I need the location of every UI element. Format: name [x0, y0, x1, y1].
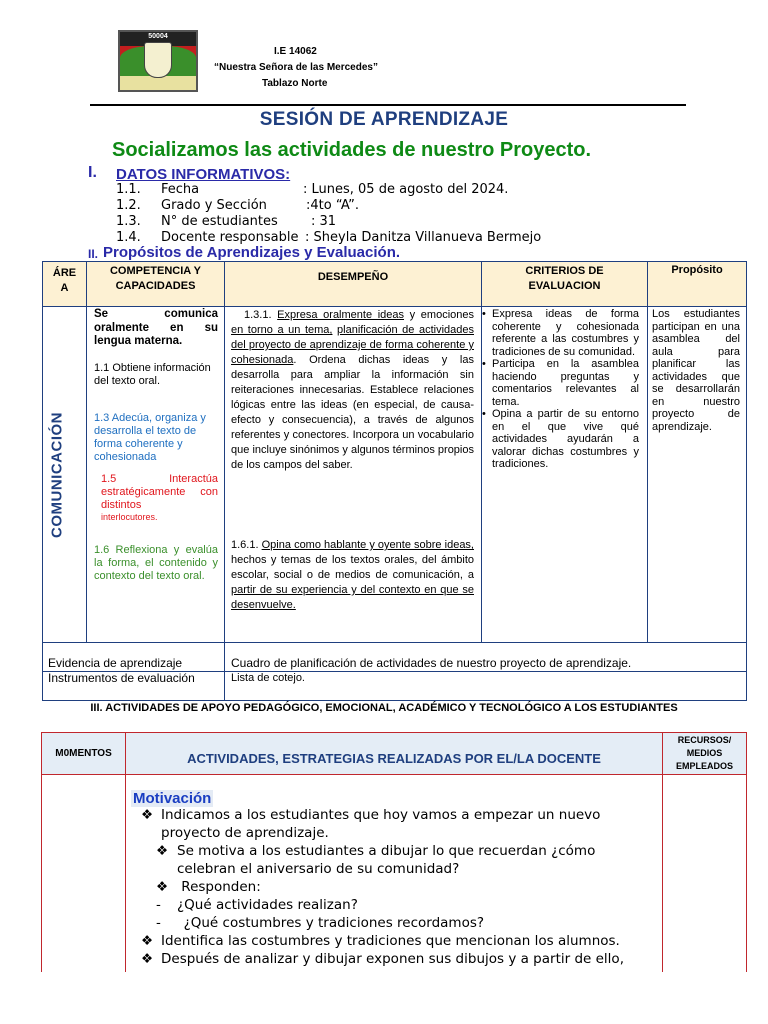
capacidad-1-5-interlocutores: interlocutores. [101, 512, 158, 522]
desempeno-1-3-1-u3: planificación de actividades del proyecto de aprendizaje de forma coherente y cohesionada [231, 324, 474, 366]
desempeno-1-3-1-t1: y emociones [404, 309, 474, 321]
motivacion-heading: Motivación [133, 790, 212, 807]
th-actividades-label: ACTIVIDADES, ESTRATEGIAS REALIZADAS POR EL/LA DOCENTE [187, 751, 601, 766]
page-title: SESIÓN DE APRENDIZAJE [259, 109, 509, 130]
criterio-item: • Opina a partir de su entorno en el que vive qué actividades ayudarán a valorar dichas costumbres y tradiciones. [483, 408, 639, 471]
th-momentos [41, 732, 126, 775]
shield-icon [144, 42, 172, 78]
info-label-2: Grado y Sección [161, 198, 267, 213]
activity-line: celebran el aniversario de su comunidad? [177, 861, 460, 877]
activity-line: Identifica las costumbres y tradiciones que mencionan los alumnos. [161, 933, 620, 949]
info-num-1: 1.1. [116, 182, 141, 197]
section-1-number: I. [88, 164, 97, 181]
th-proposito [647, 261, 747, 307]
th-proposito-label: Propósito [671, 264, 723, 276]
desempeno-1-6-1 [231, 538, 474, 613]
th-recursos-label: RECURSOS/ MEDIOS EMPLEADOS [675, 735, 733, 771]
header-divider [90, 104, 686, 106]
school-location: Tablazo Norte [262, 78, 328, 89]
dash-icon: - [156, 915, 161, 931]
info-value-2: :4to “A”. [306, 198, 360, 213]
section-2-number: II. [88, 247, 99, 261]
info-label-4: Docente responsable [161, 230, 299, 245]
evidencia-value: Cuadro de planificación de actividades de nuestro proyecto de aprendizaje. [231, 656, 632, 670]
th-recursos [662, 732, 747, 775]
capacidad-1-6: 1.6 Reflexiona y evalúa la forma, el contenido y contexto del texto oral. [94, 544, 218, 582]
info-num-2: 1.2. [116, 198, 141, 213]
info-value-3: : 31 [311, 214, 337, 229]
info-num-4: 1.4. [116, 230, 141, 245]
section-3-heading: III. ACTIVIDADES DE APOYO PEDAGÓGICO, EMOCIONAL, ACADÉMICO Y TECNOLÓGICO A LOS ESTUDIANTES [90, 702, 678, 714]
th-desempeno [224, 261, 482, 307]
th-criterios-label: CRITERIOS DE EVALUACION [525, 265, 604, 292]
bullet-icon: ❖ [141, 933, 154, 949]
capacidad-1-1-text: 1.1 Obtiene información del texto oral. [94, 362, 211, 387]
th-competencia-label: COMPETENCIA Y CAPACIDADES [109, 265, 202, 292]
capacidad-1-3: 1.3 Adecúa, organiza y desarrolla el texto de forma coherente y cohesionada [94, 412, 206, 463]
proposito-text: Los estudiantes participan en una asamblea del aula para planificar las actividades que se desarrollarán en nuestro proyecto de aprendizaje. [652, 308, 740, 433]
instrumentos-label: Instrumentos de evaluación [48, 671, 195, 685]
desempeno-1-6-1-u2: partir de su experiencia y del contexto en que se desenvuelve. [231, 584, 474, 611]
bullet-icon: ❖ [141, 951, 154, 967]
school-name: “Nuestra Señora de las Mercedes” [214, 62, 378, 73]
info-value-4: : Sheyla Danitza Villanueva Bermejo [305, 230, 542, 245]
activity-line: ¿Qué costumbres y tradiciones recordamos? [175, 915, 485, 931]
capacidad-1-5: 1.5 Interactúa estratégicamente con distintos [101, 473, 218, 511]
section-2-heading: Propósitos de Aprendizajes y Evaluación. [103, 244, 401, 261]
school-logo [118, 30, 198, 92]
criterio-item: • Expresa ideas de forma coherente y cohesionada referente a las costumbres y tradiciones de su comunidad. [483, 308, 639, 358]
recursos-cell [662, 774, 747, 972]
desempeno-1-6-1-u1: Opina como hablante y oyente sobre ideas, [261, 539, 474, 551]
info-value-1: : Lunes, 05 de agosto del 2024. [303, 182, 509, 197]
bullet-icon: ❖ [156, 843, 169, 859]
competencia-title: Se comunica oralmente en su lengua materna. [94, 308, 218, 347]
criterio-item: • Participa en la asamblea haciendo preguntas y comentarios relevantes al tema. [483, 358, 639, 408]
desempeno-1-3-1-u1: Expresa oralmente ideas [277, 309, 405, 321]
th-momentos-label: M0MENTOS [55, 748, 112, 759]
section-1-heading: DATOS INFORMATIVOS: [116, 166, 291, 183]
dash-icon: - [156, 897, 161, 913]
instrumentos-value: Lista de cotejo. [231, 672, 305, 684]
desempeno-1-6-1-t1: hechos y temas de los textos orales, del ámbito escolar, social o de medios de comunicación, a [231, 554, 474, 581]
activity-line: proyecto de aprendizaje. [161, 825, 329, 841]
desempeno-1-3-1-u2: en torno a un tema, [231, 324, 333, 336]
th-area [42, 261, 87, 307]
th-criterios [481, 261, 648, 307]
desempeno-1-3-1 [231, 308, 474, 473]
activity-line: Indicamos a los estudiantes que hoy vamos a empezar un nuevo [161, 807, 601, 823]
bullet-icon: ❖ [141, 807, 154, 823]
activity-line: Se motiva a los estudiantes a dibujar lo que recuerdan ¿cómo [177, 843, 596, 859]
area-name: COMUNICACIÓN [48, 412, 66, 538]
th-actividades [125, 732, 663, 775]
th-desempeno-label: DESEMPEÑO [317, 271, 389, 283]
desempeno-1-3-1-t3: . Ordena dichas ideas y las desarrolla para ampliar la información sin reiteraciones innecesarias. Establece relaciones lógicas entre las ideas (en especial, de causa-efecto y consecuencia), a través de algunos referentes y conectores. Incorpora un vocabulario que incluye sinónimos y algunos términos propios de los campos del saber. [231, 354, 474, 471]
logo-text: 50004 [148, 33, 168, 40]
th-competencia [86, 261, 225, 307]
info-label-3: N° de estudiantes [161, 214, 278, 229]
capacidad-1-1 [94, 362, 218, 388]
criterios-list [483, 308, 639, 471]
th-area-label: ÁRE A [52, 267, 77, 294]
desempeno-1-6-1-num: 1.6.1. [231, 539, 259, 551]
info-num-3: 1.3. [116, 214, 141, 229]
activity-line: ¿Qué actividades realizan? [177, 897, 358, 913]
activity-line: Después de analizar y dibujar exponen sus dibujos y a partir de ello, [161, 951, 624, 967]
evidencia-label: Evidencia de aprendizaje [48, 656, 183, 670]
bullet-icon: ❖ [156, 879, 169, 895]
activity-line: Responden: [177, 879, 261, 895]
school-code: I.E 14062 [274, 46, 317, 57]
info-label-1: Fecha [161, 182, 200, 197]
momentos-cell [41, 774, 126, 972]
session-subtitle: Socializamos las actividades de nuestro Proyecto. [112, 139, 592, 161]
desempeno-1-3-1-num: 1.3.1. [244, 309, 272, 321]
